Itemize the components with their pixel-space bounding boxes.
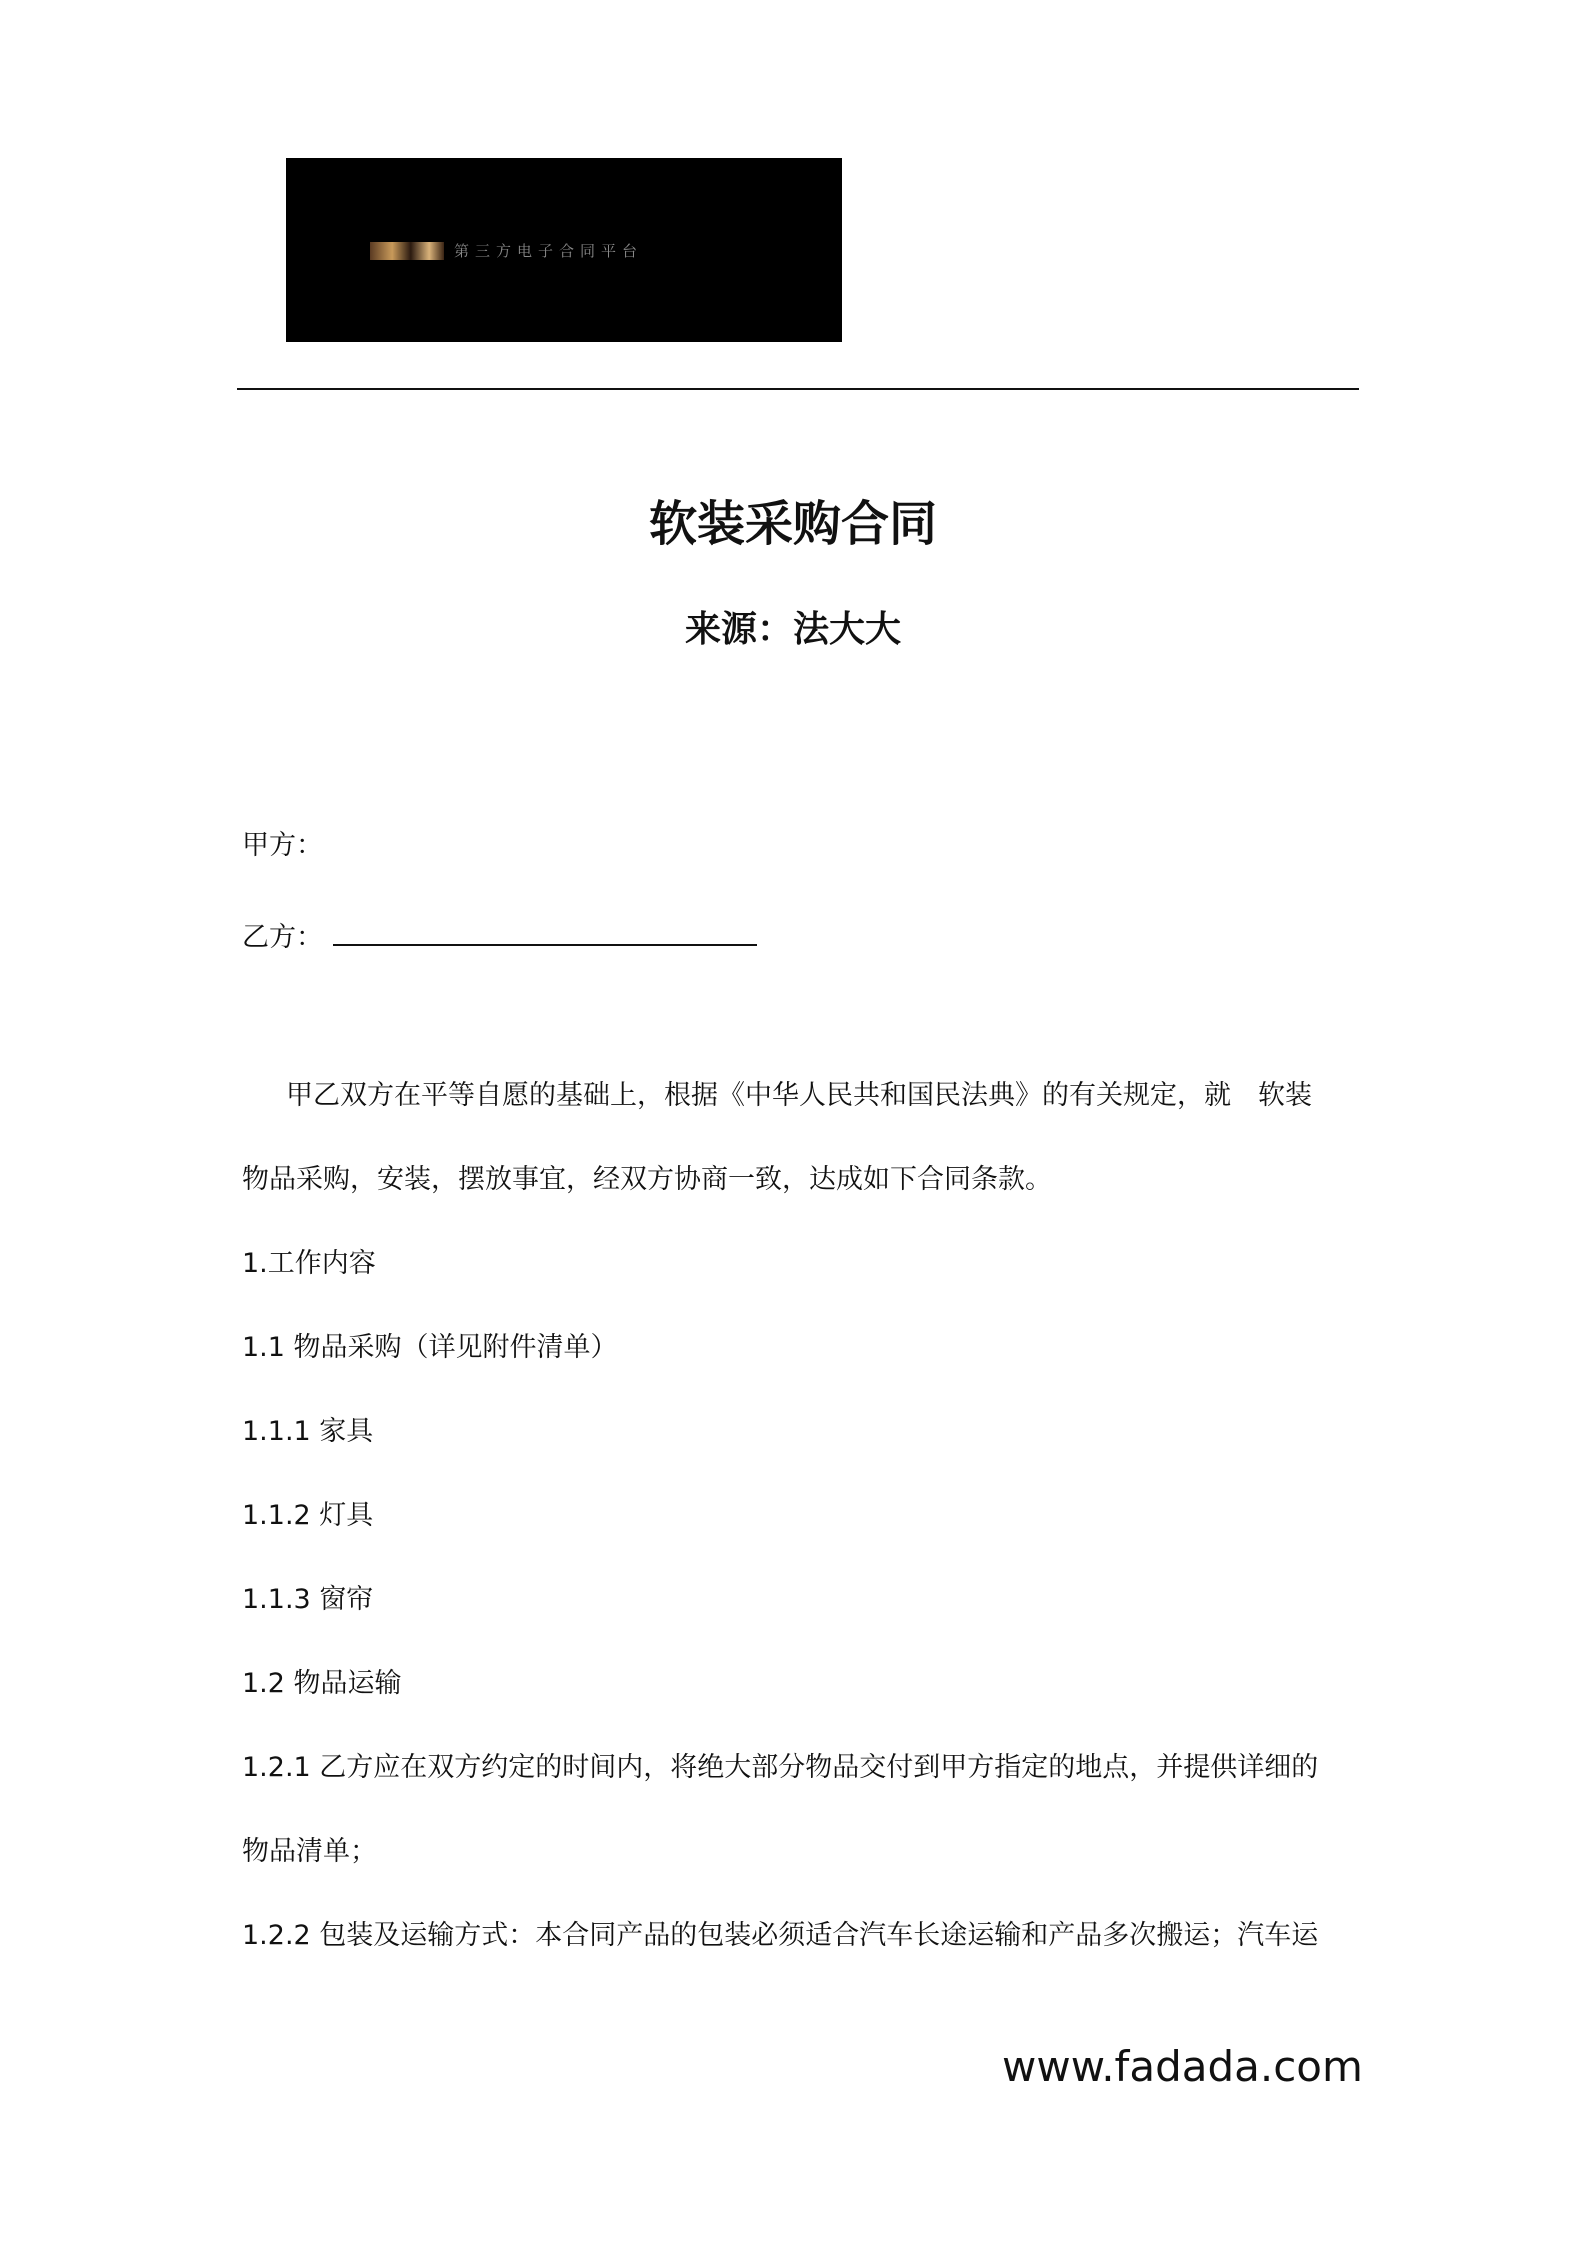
body-paragraph-line: 甲乙双方在平等自愿的基础上，根据《中华人民共和国民法典》的有关规定，就 软装 xyxy=(286,1080,1312,1111)
section-heading: 1.工作内容 xyxy=(242,1248,376,1279)
clause-item: 1.2.2 包装及运输方式：本合同产品的包装必须适合汽车长途运输和产品多次搬运；汽车运 xyxy=(242,1920,1319,1951)
clause-item: 物品清单； xyxy=(242,1836,377,1867)
logo-mark-icon xyxy=(370,242,444,260)
document-title: 软装采购合同 xyxy=(648,496,937,552)
section-heading: 1.2 物品运输 xyxy=(242,1668,402,1699)
party-a-line xyxy=(242,826,323,866)
logo-strip xyxy=(370,242,754,260)
clause-item: 1.1.1 家具 xyxy=(242,1416,374,1447)
clause-item: 1.2.1 乙方应在双方约定的时间内，将绝大部分物品交付到甲方指定的地点，并提供详细的 xyxy=(242,1752,1319,1783)
party-a-label: 甲方： xyxy=(242,830,323,861)
header-logo xyxy=(286,158,842,342)
party-b-label: 乙方： xyxy=(242,922,323,953)
clause-item: 1.1.3 窗帘 xyxy=(242,1584,374,1615)
footer-url: www.fadada.com xyxy=(1002,2042,1363,2091)
logo-text: 第三方电子合同平台 xyxy=(454,242,644,260)
party-b-blank-field xyxy=(333,914,757,946)
party-b-line xyxy=(242,914,757,958)
header-divider xyxy=(237,388,1359,390)
document-source: 来源：法大大 xyxy=(684,609,901,650)
body-paragraph-line: 物品采购，安装，摆放事宜，经双方协商一致，达成如下合同条款。 xyxy=(242,1164,1052,1195)
section-heading: 1.1 物品采购（详见附件清单） xyxy=(242,1332,618,1363)
clause-item: 1.1.2 灯具 xyxy=(242,1500,374,1531)
